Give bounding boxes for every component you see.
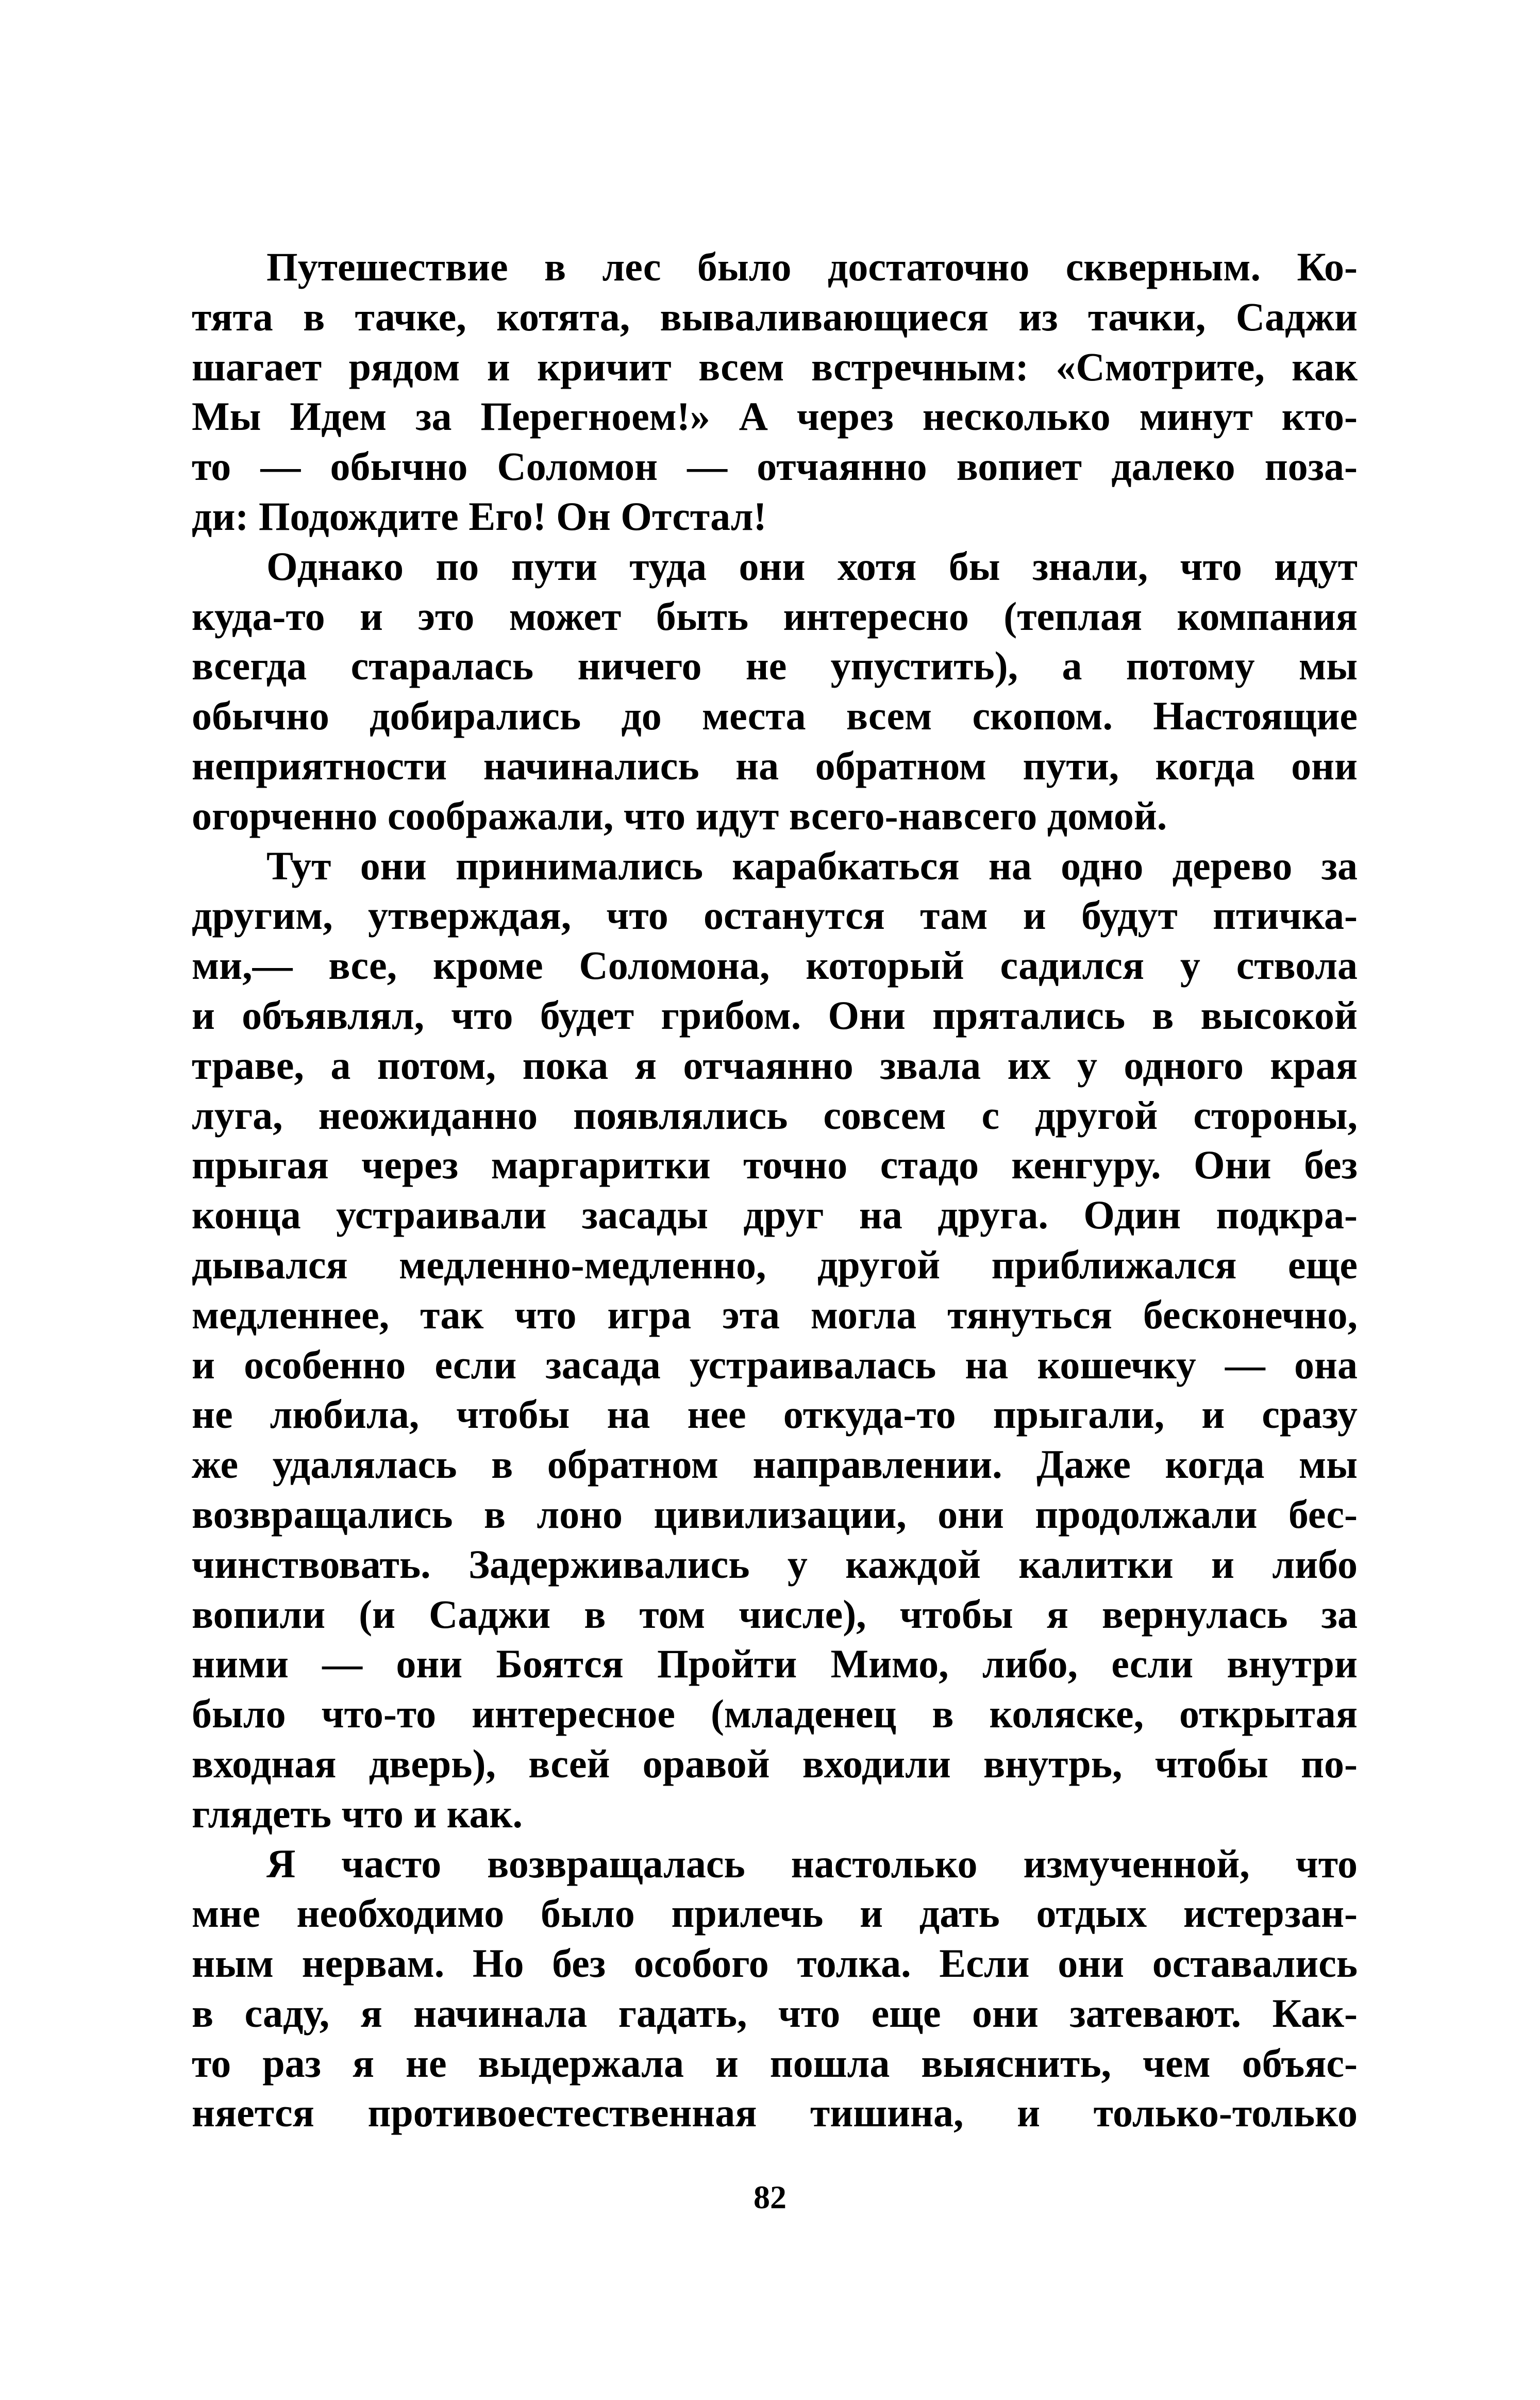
text-line: и объявлял, что будет грибом. Они прятались в высокой bbox=[192, 992, 1358, 1038]
text-line: и особенно если засада устраивалась на кошечку — она bbox=[192, 1342, 1358, 1387]
text-line: вопили (и Саджи в том числе), чтобы я вернулась за bbox=[192, 1591, 1358, 1637]
text-line: шагает рядом и кричит всем встречным: «Смотрите, как bbox=[192, 344, 1358, 389]
text-line: прыгая через маргаритки точно стадо кенгуру. Они без bbox=[192, 1142, 1358, 1188]
text-line: чинствовать. Задерживались у каждой калитки и либо bbox=[192, 1541, 1358, 1587]
text-line: возвращались в лоно цивилизации, они продолжали бес- bbox=[192, 1491, 1358, 1537]
text-line: куда-то и это может быть интересно (теплая компания bbox=[192, 593, 1358, 639]
text-line: Путешествие в лес было достаточно скверным. Ко- bbox=[266, 244, 1358, 289]
text-line: Мы Идем за Перегноем!» А через несколько минут кто- bbox=[192, 394, 1358, 439]
text-line: глядеть что и как. bbox=[192, 1791, 523, 1836]
text-line: то раз я не выдержала и пошла выяснить, чем объяс- bbox=[192, 2040, 1358, 2086]
text-line: было что-то интересное (младенец в коляске, открытая bbox=[192, 1691, 1358, 1737]
text-line: неприятности начинались на обратном пути, когда они bbox=[192, 743, 1358, 788]
text-line: няется противоестественная тишина, и только-только bbox=[192, 2090, 1358, 2136]
paragraph-3 bbox=[192, 841, 1358, 1839]
paragraph-1 bbox=[192, 242, 1358, 542]
text-line: луга, неожиданно появлялись совсем с другой стороны, bbox=[192, 1092, 1358, 1138]
text-line: дывался медленно-медленно, другой приближался еще bbox=[192, 1242, 1358, 1287]
text-line: в саду, я начинала гадать, что еще они затевают. Как- bbox=[192, 1990, 1358, 2036]
text-line: траве, а потом, пока я отчаянно звала их у одного края bbox=[192, 1042, 1358, 1088]
page-number: 82 bbox=[754, 2179, 786, 2215]
text-line: то — обычно Соломон — отчаянно вопиет далеко поза- bbox=[192, 444, 1358, 489]
text-line: же удалялась в обратном направлении. Даже когда мы bbox=[192, 1442, 1358, 1487]
text-line: мне необходимо было прилечь и дать отдых истерзан- bbox=[192, 1891, 1358, 1936]
text-line: ди: Подождите Его! Он Отстал! bbox=[192, 493, 767, 539]
text-line: ними — они Боятся Пройти Мимо, либо, если внутри bbox=[192, 1641, 1358, 1687]
text-line: Тут они принимались карабкаться на одно дерево за bbox=[266, 843, 1358, 888]
text-line: другим, утверждая, что останутся там и будут птичка- bbox=[192, 893, 1358, 938]
text-line: ми,— все, кроме Соломона, который садился у ствола bbox=[192, 943, 1358, 988]
text-line: обычно добирались до места всем скопом. Настоящие bbox=[192, 693, 1358, 739]
text-line: Однако по пути туда они хотя бы знали, что идут bbox=[266, 543, 1358, 589]
paragraph-2 bbox=[192, 542, 1358, 841]
text-line: входная дверь), всей оравой входили внутрь, чтобы по- bbox=[192, 1741, 1358, 1786]
text-line: конца устраивали засады друг на друга. Один подкра- bbox=[192, 1192, 1358, 1238]
text-line: Я часто возвращалась настолько измученной, что bbox=[266, 1841, 1358, 1886]
text-line: не любила, чтобы на нее откуда-то прыгали, и сразу bbox=[192, 1392, 1358, 1437]
text-line: огорченно соображали, что идут всего-навсего домой. bbox=[192, 793, 1167, 838]
text-line: медленнее, так что игра эта могла тянуться бесконечно, bbox=[192, 1292, 1358, 1337]
text-line: тята в тачке, котята, вываливающиеся из тачки, Саджи bbox=[192, 294, 1358, 339]
text-line: ным нервам. Но без особого толка. Если они оставались bbox=[192, 1941, 1358, 1986]
text-line: всегда старалась ничего не упустить), а потому мы bbox=[192, 643, 1358, 689]
paragraph-4 bbox=[192, 1839, 1358, 2139]
body-text bbox=[192, 242, 1358, 2138]
